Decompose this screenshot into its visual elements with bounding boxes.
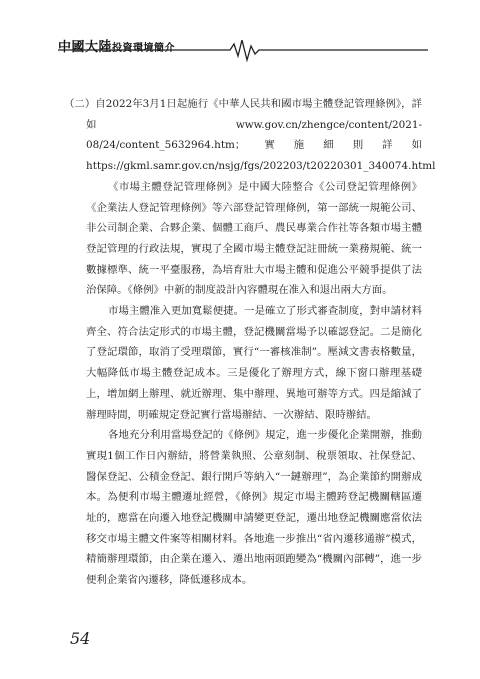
header-title-main: 中國大陸 [58,40,113,55]
document-body [64,94,436,591]
header-title-sub: 投資環境簡介 [112,43,176,54]
paragraph-item-2: （二）自2022年3月1日起施行《中華人民共和國市場主體登記管理條例》，詳如www.gov.cn/zhengce/content/2021-08/24/content_5632964.htm；實施細則詳如https://gkml.samr.gov.cn/nsjg/fgs/202203/t20220301_340074.html [64,98,436,173]
page-number: 54 [70,629,91,648]
paragraph-local-implementation: 各地充分利用當場登記的《條例》規定，進一步優化企業開辦，推動實現1個工作日內辦結，將營業執照、公章刻制、稅票領取、社保登記、醫保登記、公積金登記、銀行開戶等納入“一鏈辦理”，為企業節約開辦成本。為便利市場主體遷址經營，《條例》規定市場主體跨登記機關轄區遷址的，應當在向遷入地登記機關申請變更登記，遷出地登記機關應當依法移交市場主體文件案等相關材料。各地進一步推出“省內遷移通辦”模式，精簡辦理環節，由企業在遷入、遷出地兩頭跑變為“機關內部轉”，進一步便利企業省內遷移，降低遷移成本。 [86,429,422,587]
page-header [0,0,480,70]
paragraph-market-entry: 市場主體准入更加寬鬆便捷。一是確立了形式審查制度，對申請材料齊全、符合法定形式的市場主體，登記機關當場予以確認登記。二是簡化了登記環節，取消了受理環節，實行“一審核准制”。壓減文書表格數量，大幅降低市場主體登記成本。三是優化了辦理方式，線下窗口辦理基礎上，增加網上辦理、就近辦理、集中辦理、異地可辦等方式。四是縮減了辦理時間，明確規定登記實行當場辦結、一次辦結、限時辦結。 [86,305,422,421]
paragraph-regulation-overview: 《市場主體登記管理條例》是中國大陸整合《公司登記管理條例》《企業法人登記管理條例》等六部登記管理條例，第一部統一規範公司、非公司制企業、合夥企業、個體工商戶、農民專業合作社等各類市場主體登記管理的行政法規，實現了全國市場主體登記註冊統一業務規範、統一數據標準、統一平臺服務，為培育壯大市場主體和促進公平競爭提供了法治保障。《條例》中新的制度設計內容體現在准入和退出兩大方面。 [86,180,422,297]
header-waveform-line [58,40,428,64]
